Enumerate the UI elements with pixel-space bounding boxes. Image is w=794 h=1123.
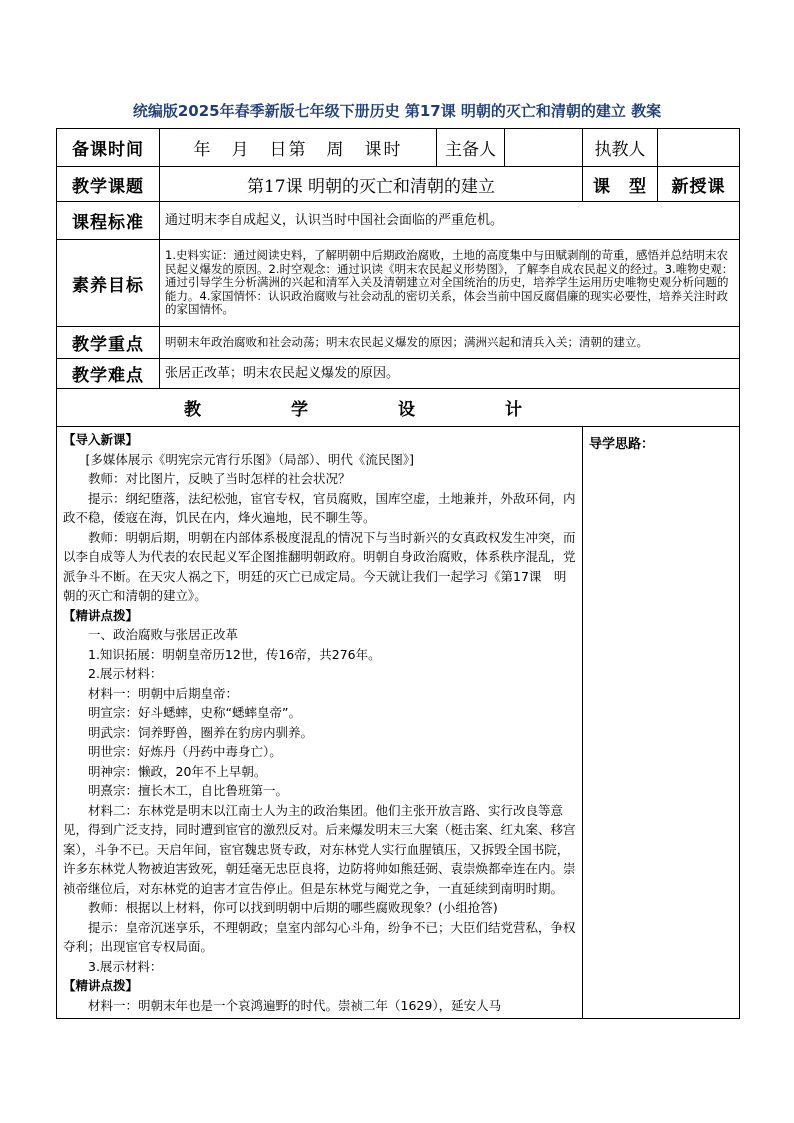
- lesson-plan-table: [56, 128, 740, 1019]
- emperor-item: 明熹宗：擅长木工，自比鲁班第一。: [88, 783, 289, 798]
- subsection-heading: 一、政治腐败与张居正改革: [88, 627, 239, 642]
- standard-text: 通过明末李自成起义，认识当时中国社会面临的严重危机。: [160, 202, 740, 240]
- design-body: [57, 427, 583, 1019]
- material-display-label-2: 3.展示材料：: [88, 958, 163, 974]
- teacher-intro: 教师：明朝后期，明朝在内部体系极度混乱的情况下与当时新兴的女真政权发生冲突，而以李自成等人为代表的农民起义军企图推翻明朝政府。明朝自身政治腐败，体系秩序混乱，党派争斗不断。在天灾人祸之下，明廷的灭亡已成定局。今天就让我们一起学习《第17课 明朝的灭亡和清朝的建立》。: [63, 529, 576, 603]
- topic-value: 第17课 明朝的灭亡和清朝的建立: [160, 167, 583, 202]
- section-lecture-heading: 【精讲点拨】: [63, 607, 139, 623]
- row-prep-time: [57, 129, 740, 167]
- teacher-question-2: 教师：根据以上材料，你可以找到明朝中后期的哪些腐败现象？(小组抢答): [88, 900, 498, 915]
- design-heading: 教学设计: [57, 389, 740, 427]
- preparer-label: 主备人: [437, 129, 505, 167]
- row-goals: [57, 240, 740, 327]
- key-points-label: 教学重点: [57, 327, 160, 359]
- document-title: 统编版2025年春季新版七年级下册历史 第17课 明朝的灭亡和清朝的建立 教案: [132, 102, 662, 120]
- preparer-value: [505, 129, 583, 167]
- section-lecture-heading-2: 【精讲点拨】: [63, 978, 139, 993]
- emperor-item: 明世宗：好炼丹（丹药中毒身亡）。: [88, 744, 282, 759]
- difficulties-label: 教学难点: [57, 359, 160, 389]
- difficulties-text: 张居正改革；明末农民起义爆发的原因。: [160, 359, 740, 389]
- guidance-notes: 导学思路：: [583, 427, 740, 1019]
- goals-label: 素养目标: [57, 240, 160, 327]
- type-value: 新授课: [658, 167, 740, 202]
- row-difficulties: [57, 359, 740, 389]
- material-one-text-2: 材料一：明朝末年也是一个哀鸿遍野的时代。崇祯二年（1629），延安人马: [88, 997, 502, 1013]
- topic-label: 教学课题: [57, 167, 160, 202]
- knowledge-expansion: 1.知识拓展：明朝皇帝历12世，传16帝，共276年。: [88, 646, 381, 662]
- teacher-value: [658, 129, 740, 167]
- goals-text: 1.史料实证：通过阅读史料，了解明朝中后期政治腐败，土地的高度集中与田赋剥削的苛重，感悟并总结明末农民起义爆发的原因。2.时空观念：通过识读《明末农民起义形势图》，了解李自成农民起义的经过。3.唯物史观：通过引导学生分析满洲的兴起和清军入关及清朝建立对全国统治的历史，培养学生运用历史唯物史观分析问题的能力。4.家国情怀：认识政治腐败与社会动乱的密切关系，体会当前中国反腐倡廉的现实必要性，培养关注时政的家国情怀。: [160, 240, 740, 327]
- row-key-points: [57, 327, 740, 359]
- standard-label: 课程标准: [57, 202, 160, 240]
- material-two-text: 材料二：东林党是明末以江南士人为主的政治集团。他们主张开放言路、实行改良等意见，得到广泛支持，同时遭到宦官的激烈反对。后来爆发明末三大案（梃击案、红丸案、移宫案），斗争不已。天启年间，宦官魏忠贤专政，对东林党人实行血腥镇压，又拆毁全国书院，许多东林党人物被迫害致死，朝廷毫无忠臣良将，边防将帅如熊廷弼、袁崇焕都牵连在内。崇祯帝继位后，对东林党的迫害才宣告停止。但是东林党与阉党之争，一直延续到南明时期。: [63, 802, 576, 896]
- key-points-text: 明朝末年政治腐败和社会动荡；明末农民起义爆发的原因；满洲兴起和清兵入关；清朝的建立。: [160, 327, 740, 359]
- row-topic: [57, 167, 740, 202]
- row-design-body: [57, 427, 740, 1019]
- material-display-label: 2.展示材料：: [88, 666, 163, 681]
- emperor-item: 明武宗：饲养野兽，圈养在豹房内驯养。: [88, 724, 314, 740]
- teacher-label: 执教人: [583, 129, 658, 167]
- prep-time-value: 年 月 日第 周 课时: [160, 129, 437, 167]
- media-display: [多媒体展示《明宪宗元宵行乐图》（局部）、明代《流民图》]: [85, 451, 415, 467]
- teacher-question: 教师：对比图片，反映了当时怎样的社会状况？: [88, 471, 351, 486]
- emperor-item: 明宣宗：好斗蟋蟀，史称“蟋蟀皇帝”。: [88, 705, 301, 720]
- hint-text: 提示：纲纪堕落，法纪松弛，宦官专权，官员腐败，国库空虚，土地兼并，外敌环伺，内政不稳，倭寇在海，饥民在内，烽火遍地，民不聊生等。: [63, 490, 576, 525]
- row-design-heading: [57, 389, 740, 427]
- type-label: 课 型: [583, 167, 658, 202]
- row-standard: [57, 202, 740, 240]
- hint-text-2: 提示：皇帝沉迷享乐，不理朝政；皇室内部勾心斗角，纷争不已；大臣们结党营私，争权夺利；出现宦官专权局面。: [63, 919, 576, 954]
- prep-time-label: 备课时间: [57, 129, 160, 167]
- section-intro-heading: 【导入新课】: [63, 432, 139, 447]
- material-one-label: 材料一：明朝中后期皇帝：: [88, 685, 239, 701]
- emperor-item: 明神宗：懒政，20年不上早朝。: [88, 763, 267, 779]
